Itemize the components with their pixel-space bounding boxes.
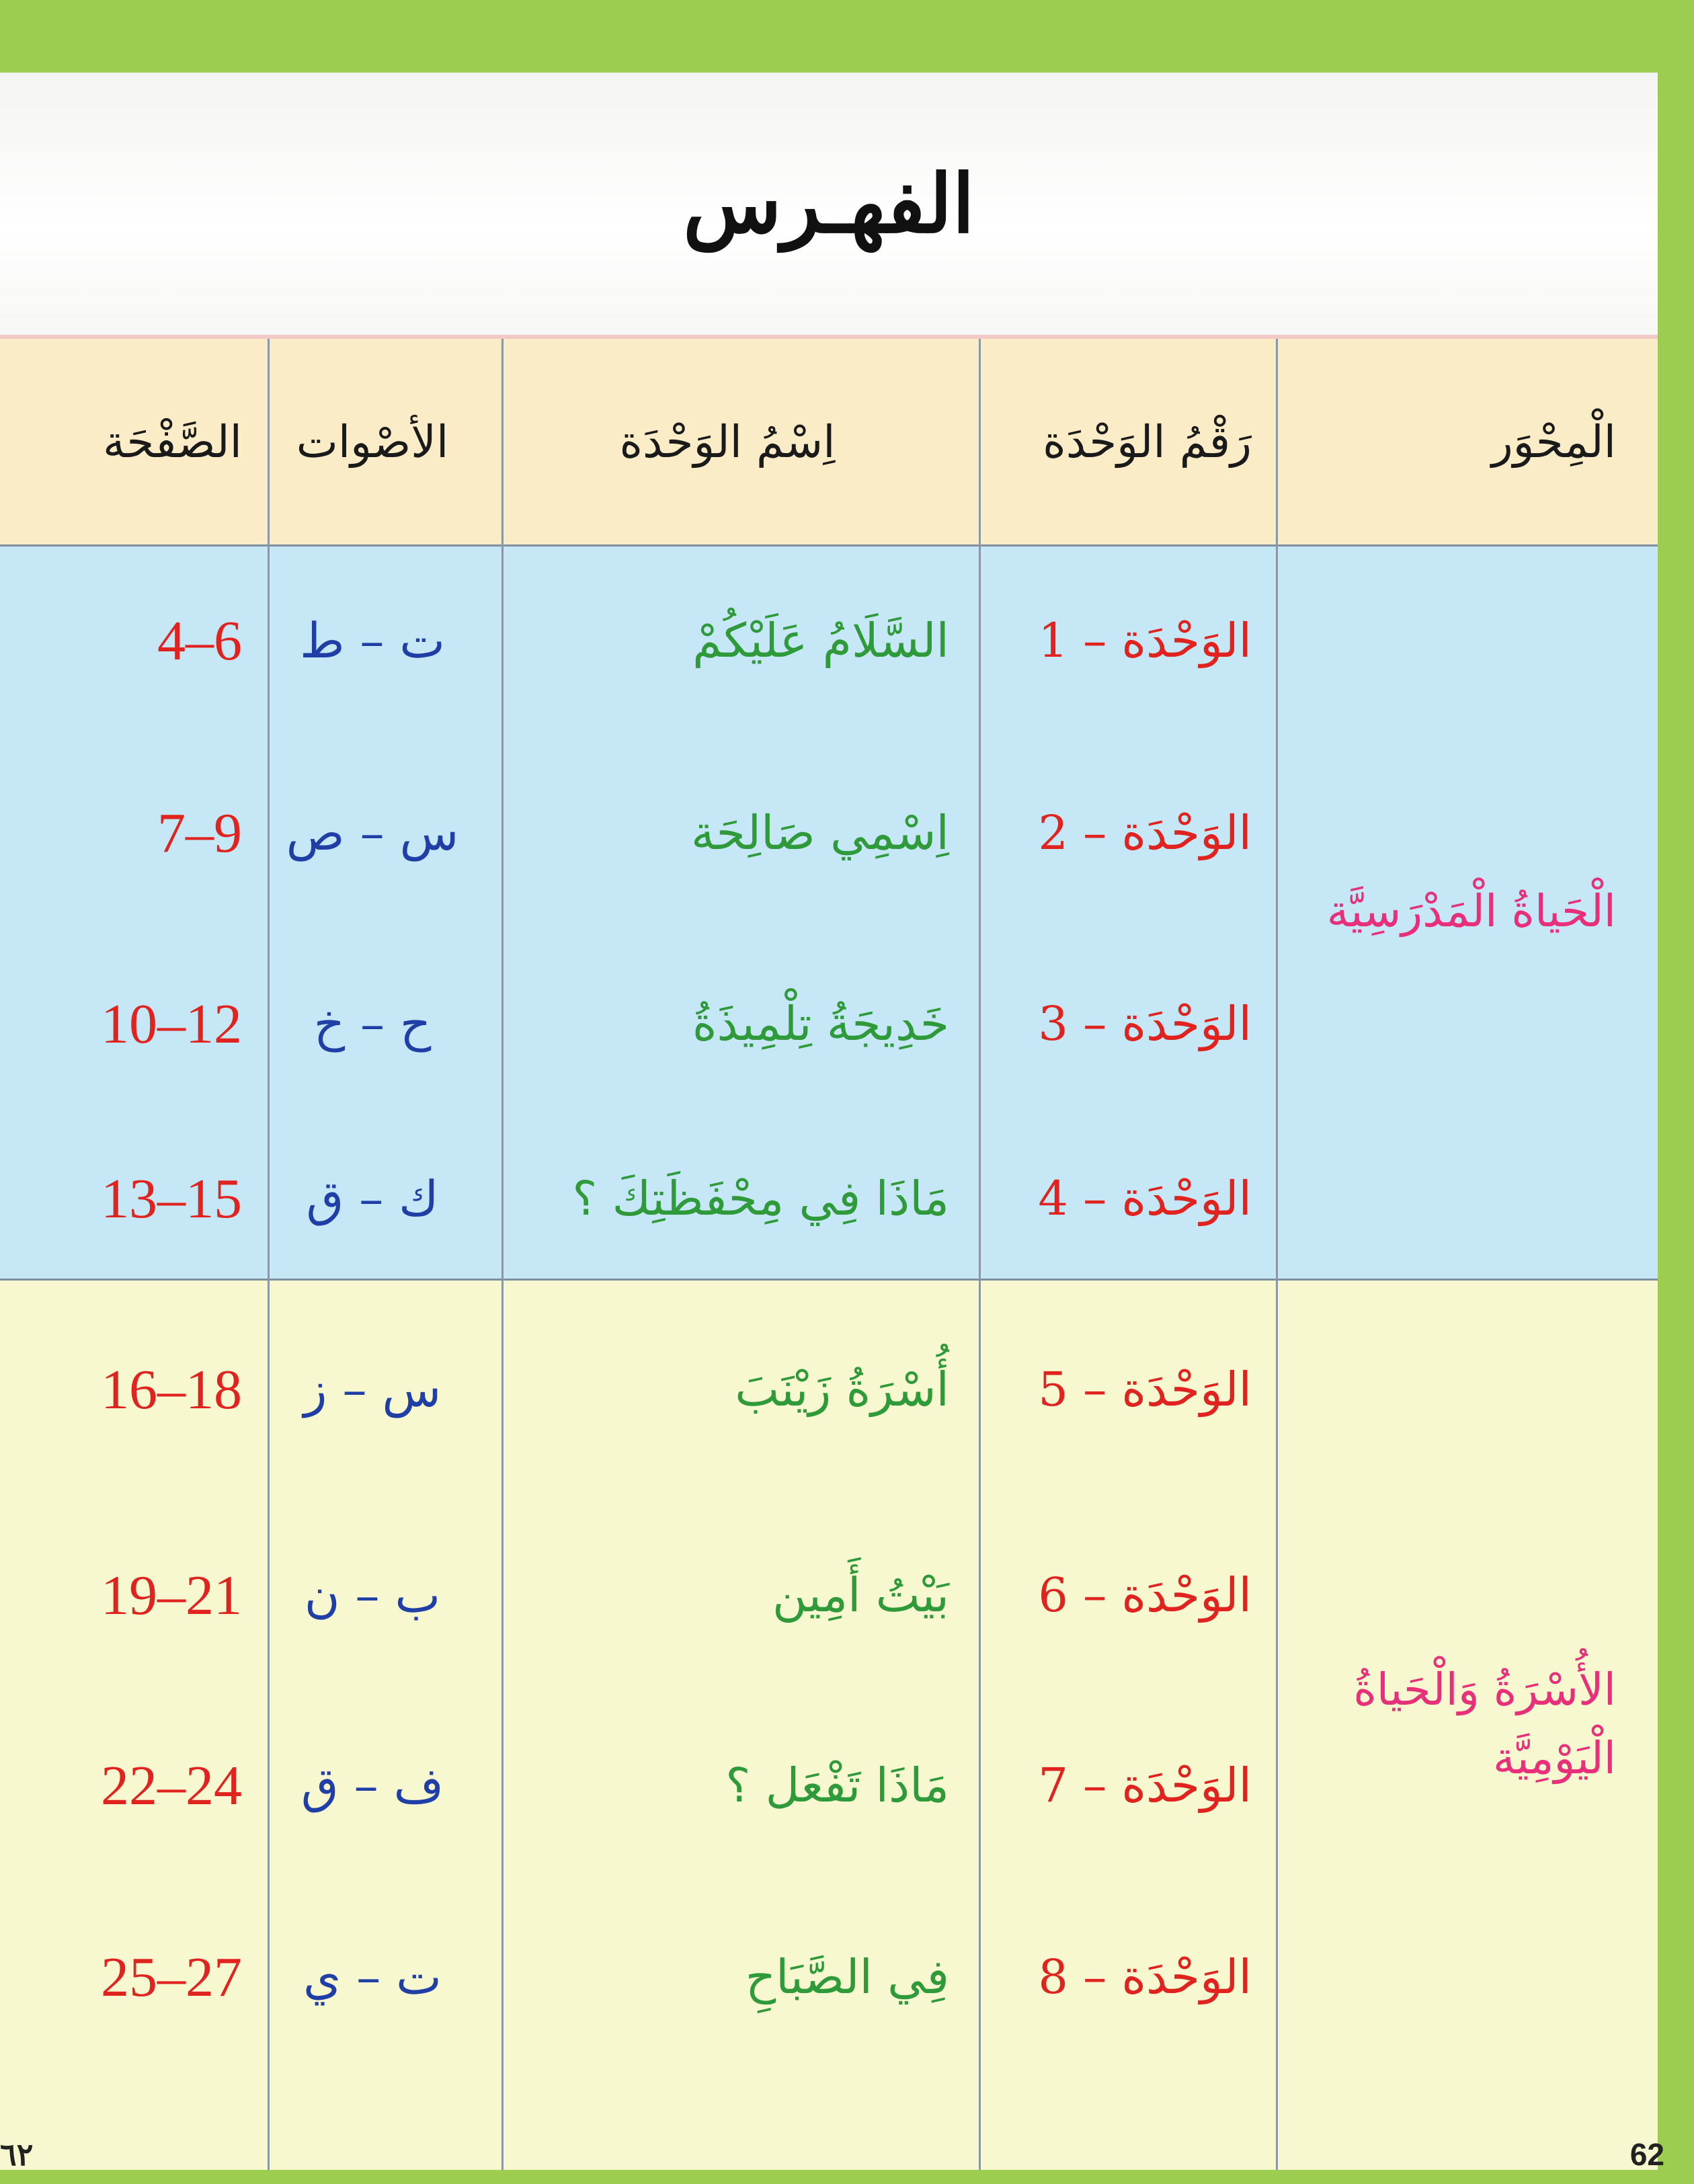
unit-sounds-2: س – ص xyxy=(286,805,459,861)
unit-sounds-1: ت – ط xyxy=(299,612,446,669)
unit-pages-7: 22–24 xyxy=(101,1754,242,1817)
unit-sounds-6: ب – ن xyxy=(304,1567,441,1623)
unit-sounds-4: ك – ق xyxy=(306,1170,439,1227)
column-divider xyxy=(268,339,270,2170)
title-bar xyxy=(0,73,1658,339)
unit-sounds-5: س – ز xyxy=(303,1361,442,1418)
unit-number-8: الوَحْدَة – 8 xyxy=(1038,1949,1252,2005)
header-unit-number: رَقْمُ الوَحْدَة xyxy=(1043,415,1252,468)
unit-number-1: الوَحْدَة – 1 xyxy=(1038,613,1252,668)
column-divider xyxy=(501,339,503,2170)
page-title: الفهـرس xyxy=(683,156,975,251)
unit-name-2: اِسْمِي صَالِحَة xyxy=(691,805,949,860)
unit-pages-8: 25–27 xyxy=(101,1945,242,2009)
column-divider xyxy=(1276,339,1278,2170)
unit-sounds-7: ف – ق xyxy=(300,1757,444,1814)
unit-name-4: مَاذَا فِي مِحْفَظَتِكَ ؟ xyxy=(572,1171,949,1226)
unit-sounds-8: ت – ي xyxy=(303,1949,442,2005)
header-axis: الْمِحْوَر xyxy=(1491,415,1616,468)
unit-name-5: أُسْرَةُ زَيْنَبَ xyxy=(735,1362,949,1417)
unit-number-7: الوَحْدَة – 7 xyxy=(1038,1758,1252,1813)
unit-pages-3: 10–12 xyxy=(101,992,242,1055)
index-page xyxy=(0,73,1658,2170)
unit-name-3: خَدِيجَةُ تِلْمِيذَةُ xyxy=(692,996,949,1051)
unit-pages-4: 13–15 xyxy=(101,1167,242,1230)
unit-name-6: بَيْتُ أَمِين xyxy=(772,1568,949,1623)
header-page: الصَّفْحَة xyxy=(102,415,242,468)
unit-pages-1: 4–6 xyxy=(157,609,242,672)
unit-sounds-3: ح – خ xyxy=(313,996,432,1052)
unit-name-8: فِي الصَّبَاحِ xyxy=(745,1949,949,2005)
axis-school-life: الْحَياةُ الْمَدْرَسِيَّة xyxy=(1326,885,1616,937)
unit-pages-2: 7–9 xyxy=(157,801,242,864)
unit-pages-5: 16–18 xyxy=(101,1358,242,1421)
page-number: 62 xyxy=(1629,2137,1664,2172)
unit-number-3: الوَحْدَة – 3 xyxy=(1038,996,1252,1051)
header-sounds: الأصْوات xyxy=(296,415,449,468)
header-unit-name: اِسْمُ الوَحْدَة xyxy=(619,415,836,468)
unit-name-1: السَّلَامُ عَلَيْكُمْ xyxy=(692,613,949,668)
unit-number-2: الوَحْدَة – 2 xyxy=(1038,805,1252,860)
column-divider xyxy=(979,339,981,2170)
page-number-arabic: ٦٢ xyxy=(0,2137,34,2172)
unit-number-4: الوَحْدَة – 4 xyxy=(1038,1171,1252,1226)
axis-family-life: الأُسْرَةُ وَالْحَياةُ الْيَوْمِيَّة xyxy=(1353,1663,1616,1784)
unit-number-6: الوَحْدَة – 6 xyxy=(1038,1568,1252,1623)
unit-name-7: مَاذَا تَفْعَل ؟ xyxy=(725,1758,949,1813)
unit-pages-6: 19–21 xyxy=(101,1564,242,1627)
unit-number-5: الوَحْدَة – 5 xyxy=(1038,1362,1252,1417)
